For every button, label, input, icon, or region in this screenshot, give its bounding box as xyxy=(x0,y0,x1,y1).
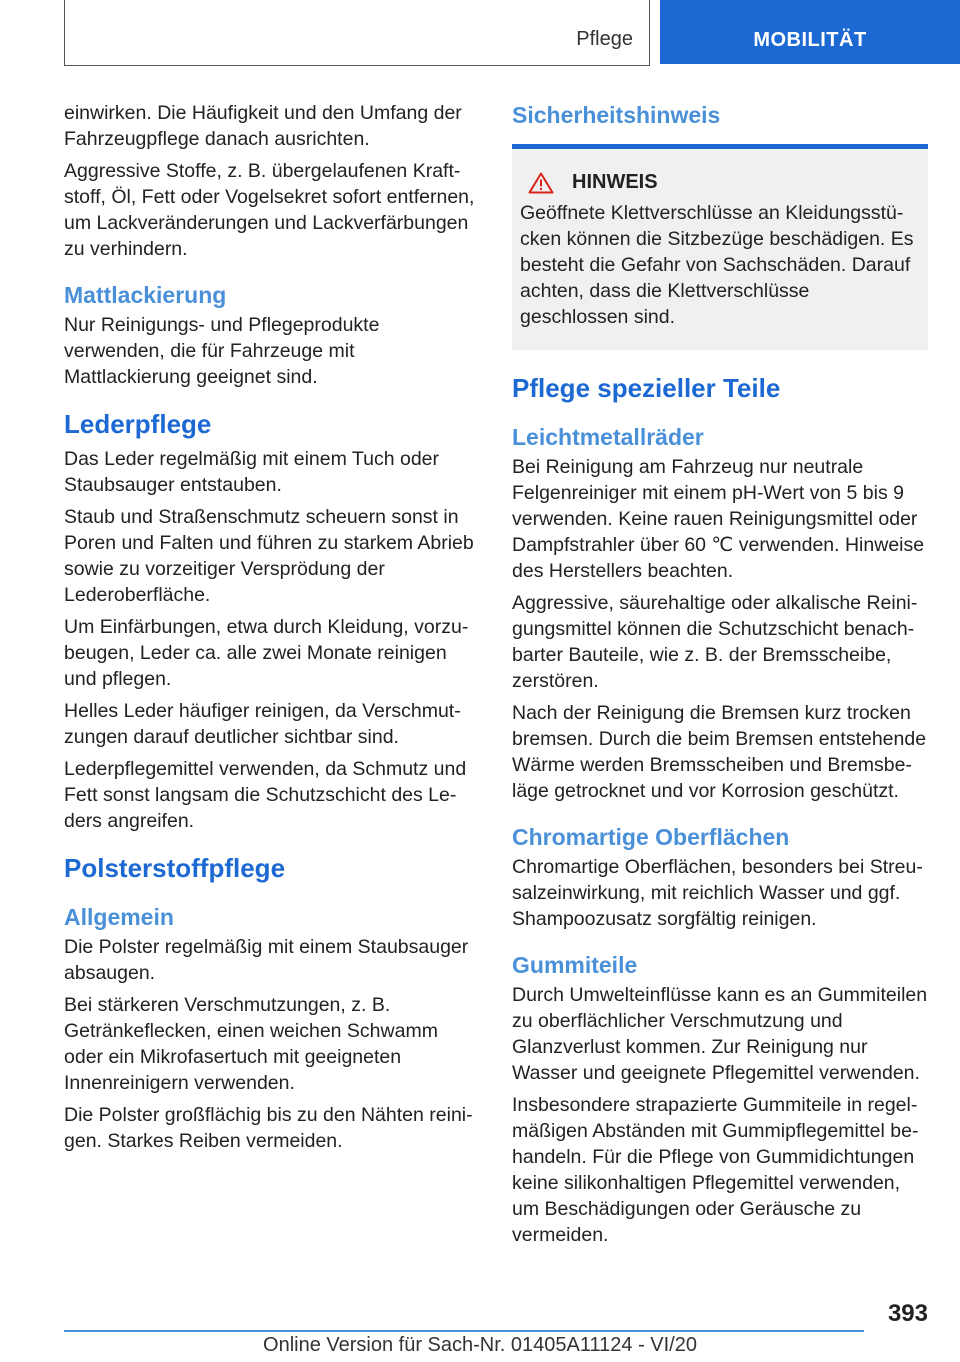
paragraph: Nur Reinigungs- und Pflegeprodukte verwenden, die für Fahrzeuge mit Mattlackierung geeignet sind. xyxy=(64,314,380,388)
notice-box xyxy=(512,144,928,350)
paragraph: Nach der Reinigung die Bremsen kurz trocken bremsen. Durch die beim Bremsen entstehende Wärme werden Bremsscheiben und Bremsbeläge getrocknet und vor Korrosion geschützt. xyxy=(512,702,927,802)
running-header-box xyxy=(64,0,650,66)
paragraph: einwirken. Die Häufigkeit und den Umfang der Fahrzeugpflege danach ausrichten. xyxy=(64,102,462,150)
paragraph: Aggressive, säurehaltige oder alkalische Reinigungsmittel können die Schutzschicht benachbarter Bauteile, wie z. B. der Bremsscheibe, zerstören. xyxy=(512,592,918,692)
heading-lederpflege: Lederpflege xyxy=(64,409,212,439)
paragraph: Das Leder regelmäßig mit einem Tuch oder Staubsauger entstauben. xyxy=(64,448,440,496)
heading-chromartige-oberflaechen: Chromartige Oberflächen xyxy=(512,824,790,850)
paragraph: Lederpflegemittel verwenden, da Schmutz und Fett sonst langsam die Schutzschicht des Leders angreifen. xyxy=(64,758,467,832)
notice-title: HINWEIS xyxy=(572,171,658,193)
paragraph: Aggressive Stoffe, z. B. übergelaufenen Kraftstoff, Öl, Fett oder Vogelsekret sofort entfernen, um Lackveränderungen und Lackverfärbungen zu verhindern. xyxy=(64,160,475,260)
paragraph: Bei stärkeren Verschmutzungen, z. B. Getränkeflecken, einen weichen Schwamm oder ein Mikrofasertuch mit geeigneten Innenreinigern verwenden. xyxy=(64,994,438,1094)
notice-text: Geöffnete Klettverschlüsse an Kleidungsstücken können die Sitzbezüge beschädigen. Es besteht die Gefahr von Sachschäden. Darauf achten, dass die Klettverschlüsse geschlossen sind. xyxy=(520,202,914,328)
paragraph: Helles Leder häufiger reinigen, da Verschmutzungen darauf deutlicher sichtbar sind. xyxy=(64,700,461,748)
paragraph: Chromartige Oberflächen, besonders bei Streusalzeinwirkung, mit reichlich Wasser und ggf. Shampoozusatz sorgfältig reinigen. xyxy=(512,856,923,930)
heading-mattlackierung: Mattlackierung xyxy=(64,282,227,308)
header-section-title: Pflege xyxy=(576,28,633,50)
paragraph: Bei Reinigung am Fahrzeug nur neutrale Felgenreiniger mit einem pH-Wert von 5 bis 9 verwenden. Keine rauen Reinigungsmittel oder Dampfstrahler über 60 ℃ verwenden. Hinweise des Herstellers beachten. xyxy=(512,456,925,582)
heading-leichtmetallraeder: Leichtmetallräder xyxy=(512,424,704,450)
right-column xyxy=(512,100,928,1254)
header-chapter-tab: MOBILITÄT xyxy=(660,0,960,64)
warning-triangle-icon xyxy=(528,172,554,194)
footer-divider xyxy=(64,1330,864,1332)
paragraph: Durch Umwelteinflüsse kann es an Gummiteilen zu oberflächlicher Verschmutzung und Glanzverlust kommen. Zur Reinigung nur Wasser und geeignete Pflegemittel verwenden. xyxy=(512,984,928,1084)
page-number: 393 xyxy=(887,1300,928,1327)
paragraph: Staub und Straßenschmutz scheuern sonst in Poren und Falten und führen zu starkem Abrieb sowie zu vorzeitiger Versprödung der Lederoberfläche. xyxy=(64,506,474,606)
paragraph: Die Polster großflächig bis zu den Nähten reinigen. Starkes Reiben vermeiden. xyxy=(64,1104,473,1152)
paragraph: Die Polster regelmäßig mit einem Staubsauger absaugen. xyxy=(64,936,469,984)
footer-online-version: Online Version für Sach-Nr. 01405A11124 - VI/20 xyxy=(263,1334,697,1356)
heading-sicherheitshinweis: Sicherheitshinweis xyxy=(512,102,721,128)
paragraph: Um Einfärbungen, etwa durch Kleidung, vorzubeugen, Leder ca. alle zwei Monate reinigen und pflegen. xyxy=(64,616,469,690)
heading-pflege-spezieller-teile: Pflege spezieller Teile xyxy=(512,373,781,403)
left-column xyxy=(64,100,478,1160)
heading-allgemein: Allgemein xyxy=(64,904,174,930)
paragraph: Insbesondere strapazierte Gummiteile in regelmäßigen Abständen mit Gummipflegemittel behandeln. Für die Pflege von Gummidichtungen keine silikonhaltigen Pflegemittel verwenden, um Beschädigungen oder Geräusche zu vermeiden. xyxy=(512,1094,919,1246)
notice-header xyxy=(520,171,918,194)
heading-gummiteile: Gummiteile xyxy=(512,952,638,978)
heading-polsterstoffpflege: Polsterstoffpflege xyxy=(64,853,286,883)
